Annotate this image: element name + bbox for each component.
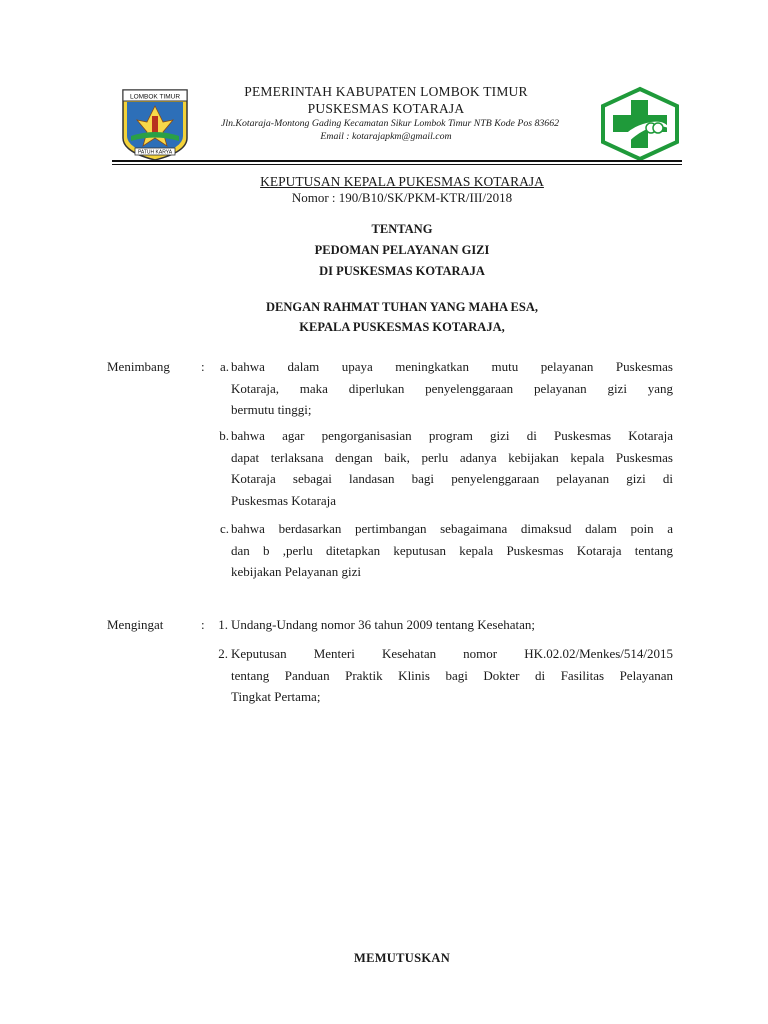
svg-text:PATUH KARYA: PATUH KARYA [137, 149, 173, 156]
decree-preamble-line2: KEPALA PUSKESMAS KOTARAJA, [299, 320, 505, 334]
decree-subject-line2: DI PUSKESMAS KOTARAJA [319, 264, 485, 278]
mengingat-item-2: Keputusan Menteri Kesehatan nomor HK.02.02/Menkes/514/2015 tentang Panduan Praktik Klinis bagi Dokter di Fasilitas Pelayanan Tingkat Pertama; [231, 646, 673, 704]
menimbang-item-a: bahwa dalam upaya meningkatkan mutu pelayanan Puskesmas Kotaraja, maka diperlukan penyelenggaraan pelayanan gizi yang bermutu tinggi; [231, 359, 673, 417]
decree-heading: KEPUTUSAN KEPALA PUKESMAS KOTARAJA [260, 174, 544, 189]
mengingat-label: Mengingat [107, 617, 164, 632]
header-address: Jln.Kotaraja-Montong Gading Kecamatan Sikur Lombok Timur NTB Kode Pos 83662 [221, 118, 559, 129]
mengingat-marker-1: 1. [218, 617, 228, 632]
menimbang-marker-a: a. [219, 359, 229, 374]
menimbang-marker-b: b. [219, 428, 229, 443]
mengingat-marker-2: 2. [218, 646, 228, 661]
header-government-line: PEMERINTAH KABUPATEN LOMBOK TIMUR [244, 84, 528, 99]
header-rule-thick [112, 160, 682, 162]
decree-tentang: TENTANG [371, 222, 433, 236]
mengingat-item-1: Undang-Undang nomor 36 tahun 2009 tentang Kesehatan; [231, 617, 535, 632]
decree-number: Nomor : 190/B10/SK/PKM-KTR/III/2018 [291, 190, 513, 205]
decree-subject-line1: PEDOMAN PELAYANAN GIZI [314, 243, 490, 257]
menimbang-marker-c: c. [219, 521, 229, 536]
svg-text:LOMBOK TIMUR: LOMBOK TIMUR [129, 93, 181, 101]
decree-preamble-line1: DENGAN RAHMAT TUHAN YANG MAHA ESA, [265, 300, 538, 314]
menimbang-label: Menimbang [107, 359, 170, 374]
menimbang-item-b: bahwa agar pengorganisasian program gizi di Puskesmas Kotaraja dapat terlaksana dengan baik, perlu adanya kebijakan kepala Puskesmas Kotaraja sebagai landasan bagi penyelenggaraan pelayanan gizi di Puskesmas Kotaraja [231, 428, 673, 508]
header-puskesmas-line: PUSKESMAS KOTARAJA [307, 101, 465, 116]
mengingat-colon: : [201, 617, 205, 632]
memutuskan-heading: MEMUTUSKAN [353, 951, 451, 965]
menimbang-colon: : [201, 359, 205, 374]
header-email: Email : kotarajapkm@gmail.com [320, 131, 452, 142]
menimbang-item-c: bahwa berdasarkan pertimbangan sebagaimana dimaksud dalam poin a dan b ,perlu ditetapkan keputusan kepala Puskesmas Kotaraja tentang kebijakan Pelayanan gizi [231, 521, 673, 579]
header-rule-thin [112, 164, 682, 165]
